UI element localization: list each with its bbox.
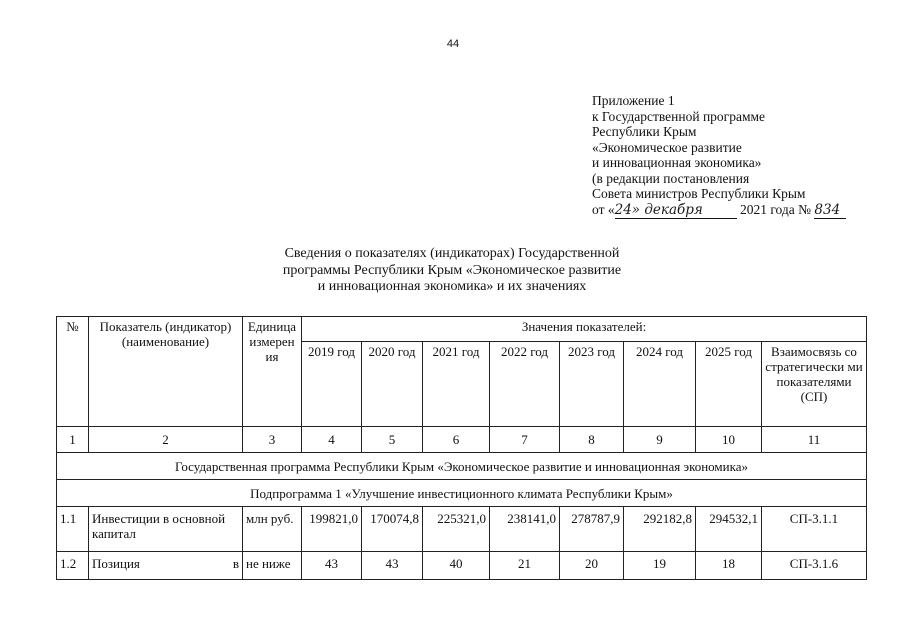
row-value: 278787,9 <box>560 507 624 552</box>
row-value: 199821,0 <box>302 507 362 552</box>
appendix-date-line <box>592 202 892 220</box>
row-value: 294532,1 <box>696 507 762 552</box>
column-number: 2 <box>89 427 243 453</box>
header-values-group: Значения показателей: <box>302 317 867 342</box>
handwritten-number: 834 <box>814 203 846 220</box>
row-value: 40 <box>423 552 490 580</box>
header-indicator: Показатель (индикатор) (наименование) <box>89 317 243 427</box>
appendix-block <box>592 93 892 219</box>
appendix-line: к Государственной программе <box>592 108 766 124</box>
appendix-line: Республики Крым <box>592 124 697 139</box>
header-year: 2021 год <box>423 342 490 427</box>
indicators-table <box>56 316 867 580</box>
column-number: 4 <box>302 427 362 453</box>
title-line: программы Республики Крым «Экономическое развитие <box>282 262 622 278</box>
handwritten-date: 24» декабря <box>615 203 737 220</box>
row-value: 225321,0 <box>423 507 490 552</box>
document-title <box>200 246 704 296</box>
column-number: 1 <box>57 427 89 453</box>
row-indicator <box>89 552 243 580</box>
row-indicator-right: в <box>232 556 239 571</box>
header-relation: Взаимосвязь со стратегически ми показателями (СП) <box>762 342 867 427</box>
row-unit: не ниже <box>243 552 302 580</box>
column-number: 5 <box>362 427 423 453</box>
column-number: 10 <box>696 427 762 453</box>
row-number: 1.1 <box>57 507 89 552</box>
page-number: 44 <box>446 38 460 50</box>
year-text: 2021 года № <box>736 201 812 217</box>
column-number: 7 <box>490 427 560 453</box>
header-year: 2024 год <box>624 342 696 427</box>
row-value: 18 <box>696 552 762 580</box>
program-title: Государственная программа Республики Крым «Экономическое развитие и инновационная экономика» <box>57 453 867 480</box>
row-value: 238141,0 <box>490 507 560 552</box>
header-year: 2020 год <box>362 342 423 427</box>
column-number: 6 <box>423 427 490 453</box>
row-value: 43 <box>362 552 423 580</box>
row-unit: млн руб. <box>243 507 302 552</box>
row-number: 1.2 <box>57 552 89 580</box>
header-no: № <box>57 317 89 427</box>
table-row <box>57 507 867 552</box>
row-relation: СП-3.1.1 <box>762 507 867 552</box>
row-value: 170074,8 <box>362 507 423 552</box>
header-year: 2025 год <box>696 342 762 427</box>
column-number: 11 <box>762 427 867 453</box>
column-number: 8 <box>560 427 624 453</box>
header-year: 2022 год <box>490 342 560 427</box>
header-year: 2019 год <box>302 342 362 427</box>
subprogram-row <box>57 480 867 507</box>
row-indicator: Инвестиции в основной капитал <box>89 507 243 552</box>
header-year: 2023 год <box>560 342 624 427</box>
title-line: Сведения о показателях (индикаторах) Государственной <box>284 246 620 261</box>
subprogram-title: Подпрограмма 1 «Улучшение инвестиционного климата Республики Крым» <box>57 480 867 507</box>
column-numbers-row <box>57 427 867 453</box>
row-value: 19 <box>624 552 696 580</box>
header-unit: Единица измерен ия <box>243 317 302 427</box>
appendix-line: Приложение 1 <box>592 93 675 108</box>
appendix-line: и инновационная экономика» <box>592 155 762 170</box>
appendix-line: (в редакции постановления <box>592 170 750 186</box>
row-value: 20 <box>560 552 624 580</box>
row-value: 21 <box>490 552 560 580</box>
column-number: 9 <box>624 427 696 453</box>
header-row <box>57 317 867 342</box>
appendix-line: Совета министров Республики Крым <box>592 186 806 201</box>
appendix-line: «Экономическое развитие <box>592 139 742 155</box>
column-number: 3 <box>243 427 302 453</box>
title-line: и инновационная экономика» и их значениях <box>317 279 587 294</box>
row-value: 292182,8 <box>624 507 696 552</box>
row-relation: СП-3.1.6 <box>762 552 867 580</box>
program-row <box>57 453 867 480</box>
row-value: 43 <box>302 552 362 580</box>
table-row <box>57 552 867 580</box>
row-indicator-left: Позиция <box>92 556 140 571</box>
date-prefix: от « <box>592 201 615 217</box>
